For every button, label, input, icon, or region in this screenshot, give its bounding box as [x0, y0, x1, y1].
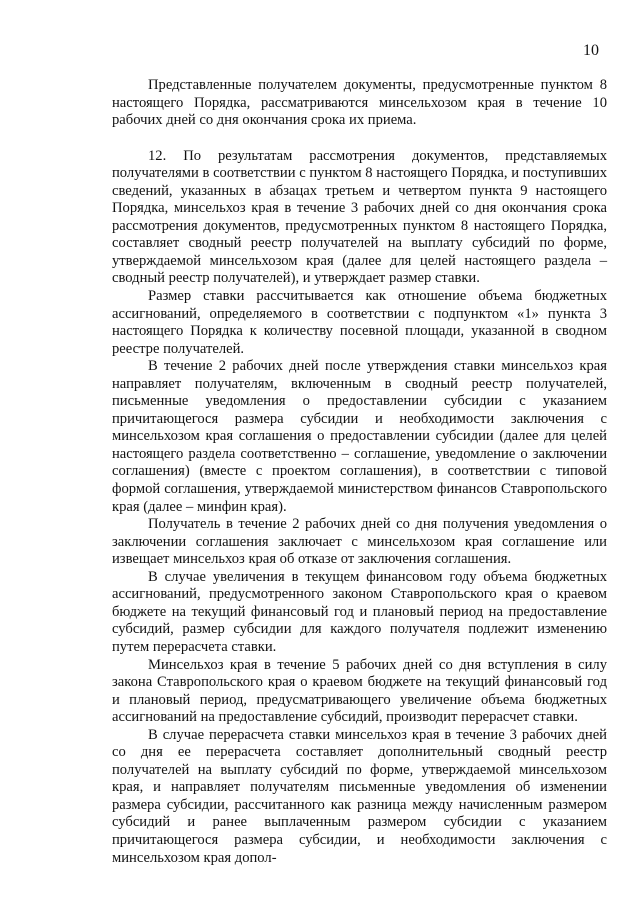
paragraph-budget-increase: В случае увеличения в текущем финансовом году объема бюджетных ассигнований, предусмотренного законом Ставропольского края о краевом бюджете на текущий финансовый год и плановый период на предоставление субсидий, размер субсидии для каждого получателя подлежит изменению путем перерасчета ставки.: [112, 568, 607, 655]
paragraph-agreement-response: Получатель в течение 2 рабочих дней со дня получения уведомления о заключении соглашения заключает с минсельхозом края соглашение или извещает минсельхоз края об отказе от заключения соглашения.: [112, 516, 607, 568]
paragraph-clause-12: 12. По результатам рассмотрения документов, представляемых получателями в соответствии с пунктом 8 настоящего Порядка, и поступивших сведений, указанных в абзацах третьем и четвертом пункта 9 настоящего Порядка, минсельхоз края в течение 3 рабочих дней со дня окончания срока рассмотрения документов, предусмотренных пунктом 8 настоящего Порядка, составляет сводный реестр получателей на выплату субсидий по форме, утверждаемой минсельхозом края (далее для целей настоящего раздела – сводный реестр получателей), и утверждает размер ставки.: [112, 147, 607, 287]
page-number: 10: [583, 42, 599, 59]
paragraph-additional-registry: В случае перерасчета ставки минсельхоз края в течение 3 рабочих дней со дня ее перерасчета составляет дополнительный сводный реестр получателей на выплату субсидий по форме, утверждаемой минсельхозом края, и направляет получателям письменные уведомления об изменении размера субсидии, рассчитанного как разница между начисленным размером субсидий и ранее выплаченным размером субсидии с указанием причитающегося размера субсидии, и необходимости заключения с минсельхозом края допол-: [112, 726, 607, 866]
paragraph-review-period: Представленные получателем документы, предусмотренные пунктом 8 настоящего Порядка, рассматриваются минсельхозом края в течение 10 рабочих дней со дня окончания срока их приема.: [112, 77, 607, 129]
document-body: [112, 77, 607, 867]
paragraph-notification: В течение 2 рабочих дней после утверждения ставки минсельхоз края направляет получателям, включенным в сводный реестр получателей, письменные уведомления о предоставлении субсидии с указанием причитающегося размера субсидии и необходимости заключения с минсельхозом края соглашения о предоставлении субсидии (далее для целей настоящего раздела соответственно – соглашение, уведомление о заключении соглашения) (вместе с проектом соглашения), в соответствии с типовой формой соглашения, утверждаемой министерством финансов Ставропольского края (далее – минфин края).: [112, 358, 607, 515]
paragraph-rate-calculation: Размер ставки рассчитывается как отношение объема бюджетных ассигнований, определяемого в соответствии с подпунктом «1» пункта 3 настоящего Порядка к количеству посевной площади, указанной в сводном реестре получателей.: [112, 288, 607, 357]
paragraph-rate-recalculation: Минсельхоз края в течение 5 рабочих дней со дня вступления в силу закона Ставропольского края о краевом бюджете на текущий финансовый год и плановый период, предусматривающего увеличение объема бюджетных ассигнований на предоставление субсидий, производит перерасчет ставки.: [112, 656, 607, 726]
